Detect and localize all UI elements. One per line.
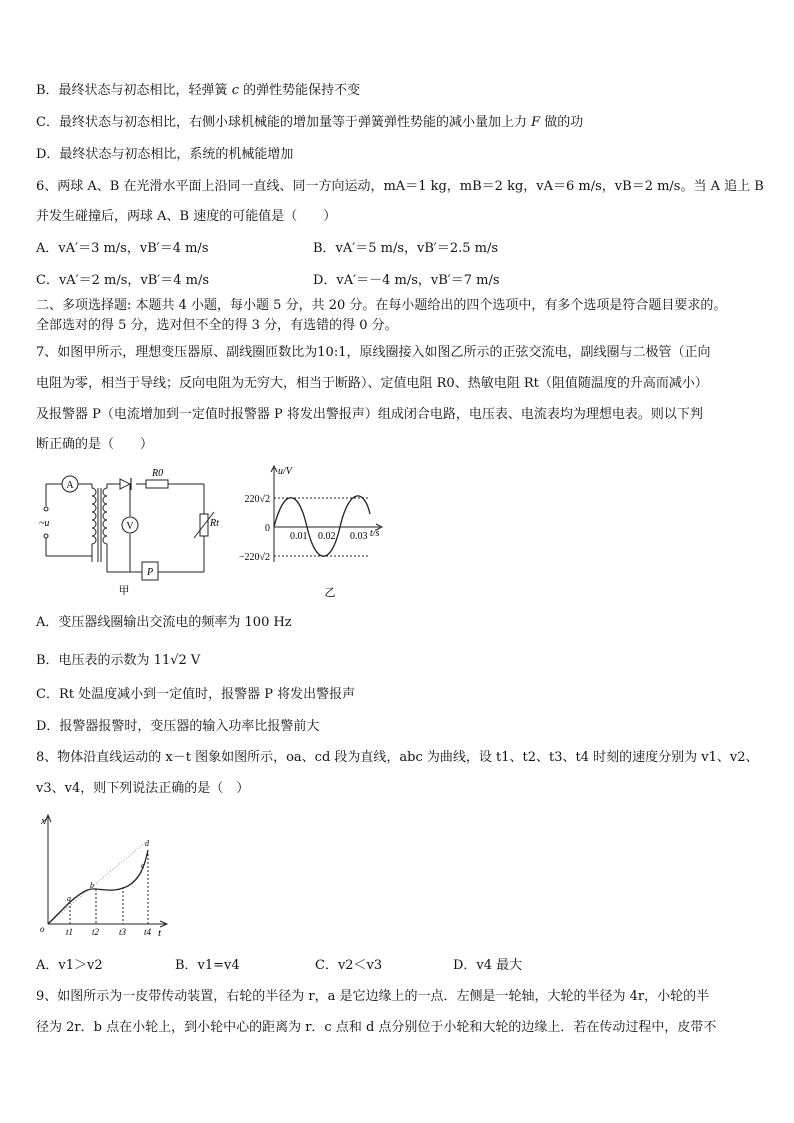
q8-xt-graph: [36, 810, 176, 940]
q9-stem-line-2: 径为 2r．b 点在小轮上，到小轮中心的距离为 r．c 点和 d 点分别位于小轮和大轮的边缘上．若在传动过程中，皮带不: [36, 1020, 717, 1035]
xtick-001: 0.01: [290, 531, 308, 542]
q7-circuit-figure: [34, 466, 224, 598]
q6-option-b: B．vA′＝5 m/s，vB′＝2.5 m/s: [313, 241, 499, 256]
voltmeter-label: V: [126, 521, 134, 532]
q7-stem-line-4: 断正确的是（ ）: [36, 437, 154, 452]
q7-voltage-graph: [230, 460, 400, 602]
ytick-zero: 0: [265, 523, 270, 534]
r0-label: R0: [152, 468, 164, 479]
q5-option-c: C．最终状态与初态相比，右侧小球机械能的增加量等于弹簧弹性势能的减小量加上力 F 做的功: [36, 115, 584, 130]
q7-option-d: D．报警器报警时，变压器的输入功率比报警前大: [36, 719, 320, 734]
figure-yi-caption: 乙: [324, 587, 336, 599]
q5-option-b: B．最终状态与初态相比，轻弹簧 c 的弹性势能保持不变: [36, 83, 361, 98]
xtick-003: 0.03: [350, 531, 368, 542]
q8-stem-line-2: v3、v4，则下列说法正确的是（ ）: [36, 781, 250, 796]
q7-option-c: C．Rt 处温度减小到一定值时，报警器 P 将发出警报声: [36, 687, 356, 702]
q9-stem-line-1: 9、如图所示为一皮带传动装置，右轮的半径为 r，a 是它边缘上的一点．左侧是一轮轴，大轮的半径为 4r，小轮的半: [36, 989, 710, 1004]
section-2-line-1: 二、多项选择题: 本题共 4 小题，每小题 5 分，共 20 分。在每小题给出的四个选项中，有多个选项是符合题目要求的。: [36, 298, 727, 313]
q8-option-d: D．v4 最大: [453, 958, 523, 973]
point-c-label: c: [141, 861, 145, 870]
q6-option-a: A．vA′＝3 m/s，vB′＝4 m/s: [36, 241, 209, 256]
q7-stem-line-1: 7、如图甲所示，理想变压器原、副线圈匝数比为10:1，原线圈接入如图乙所示的正弦交流电，副线圈与二极管（正向: [36, 345, 711, 360]
q7-stem-line-3: 及报警器 P（电流增加到一定值时报警器 P 将发出警报声）组成闭合电路，电压表、电流表均为理想电表。则以下判: [36, 407, 703, 422]
ammeter-label: A: [66, 480, 74, 491]
q8-option-a: A．v1＞v2: [36, 958, 103, 973]
q7-option-b: B．电压表的示数为 11√2 V: [36, 653, 201, 668]
q5-option-d: D．最终状态与初态相比，系统的机械能增加: [36, 147, 294, 162]
tick-t3: t3: [119, 927, 127, 937]
xt-xlabel: t: [158, 927, 162, 939]
q8-option-b: B．v1=v4: [175, 958, 240, 973]
section-2-line-2: 全部选对的得 5 分，选对但不全的得 3 分，有选错的得 0 分。: [36, 318, 398, 333]
graph-xlabel: t/s: [370, 528, 380, 539]
graph-ylabel: u/V: [278, 466, 292, 477]
q6-stem-line-2: 并发生碰撞后，两球 A、B 速度的可能值是（ ）: [36, 209, 337, 224]
terminal-icon: [44, 507, 48, 511]
tick-t2: t2: [92, 927, 100, 937]
tick-t4: t4: [144, 927, 152, 937]
tick-t1: t1: [66, 927, 74, 937]
q8-stem-line-1: 8、物体沿直线运动的 x－t 图象如图所示，oa、cd 段为直线，abc 为曲线，设 t1、t2、t3、t4 时刻的速度分别为 v1、v2、: [36, 750, 759, 765]
xt-ylabel: x: [41, 815, 46, 827]
figure-jia-caption: 甲: [118, 585, 130, 597]
point-d-label: d: [145, 839, 149, 848]
point-b-label: b: [90, 881, 94, 890]
xtick-002: 0.02: [318, 531, 336, 542]
point-a-label: a: [67, 894, 71, 903]
q6-stem-line-1: 6、两球 A、B 在光滑水平面上沿同一直线、同一方向运动，mA＝1 kg，mB＝2 kg，vA＝6 m/s，vB＝2 m/s。当 A 追上 B: [36, 179, 764, 194]
q8-option-c: C．v2＜v3: [315, 958, 383, 973]
ytick-negative: −220√2: [238, 552, 270, 563]
q6-option-d: D．vA′＝－4 m/s，vB′＝7 m/s: [313, 273, 500, 288]
alarm-label: P: [146, 567, 154, 578]
terminal-icon: [44, 534, 48, 538]
rt-label: Rt: [210, 518, 219, 529]
q7-stem-line-2: 电阻为零，相当于导线；反向电阻为无穷大，相当于断路）、定值电阻 R0、热敏电阻 Rt（阻值随温度的升高而减小）: [36, 376, 708, 391]
q6-option-c: C．vA′＝2 m/s，vB′＝4 m/s: [36, 273, 210, 288]
q7-option-a: A．变压器线圈输出交流电的频率为 100 Hz: [36, 615, 292, 630]
diode-icon: [120, 479, 130, 489]
source-label: ~u: [39, 518, 50, 529]
ytick-positive: 220√2: [244, 494, 270, 505]
xt-origin: o: [40, 924, 45, 934]
